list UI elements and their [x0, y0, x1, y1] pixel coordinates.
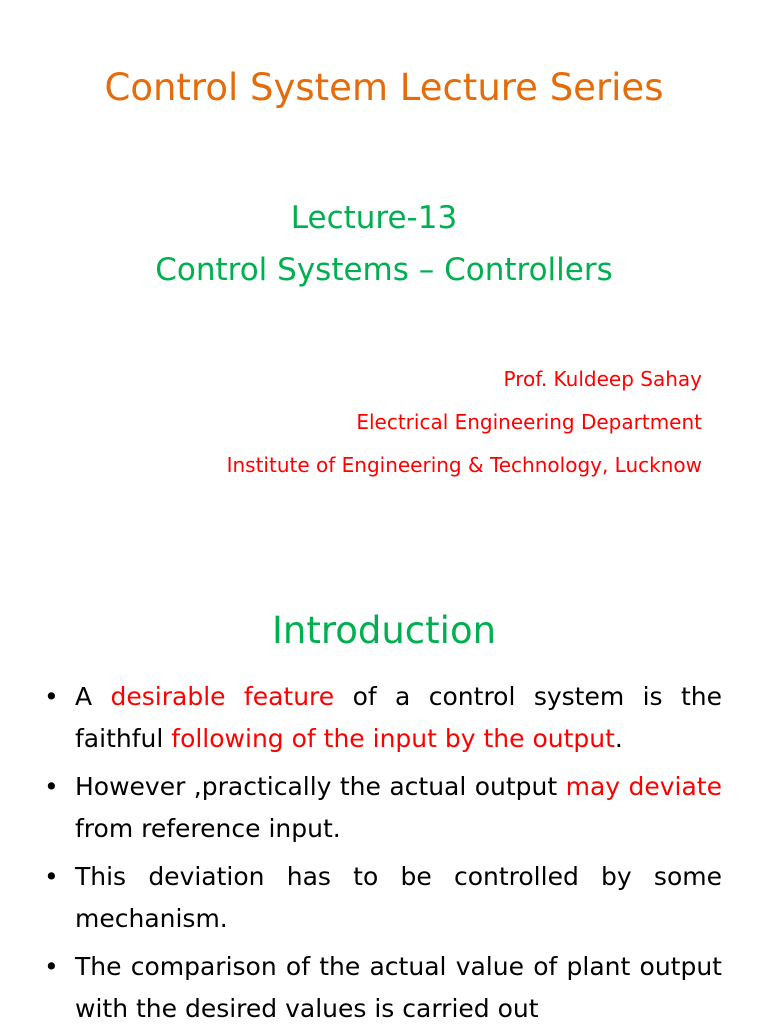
list-item — [44, 856, 722, 940]
bullet-text: from reference input. — [75, 814, 341, 843]
bullet-text: This deviation has to be controlled by some mechanism. — [75, 862, 722, 933]
series-title: Control System Lecture Series — [104, 66, 664, 109]
highlighted-text: may deviate — [565, 772, 722, 801]
bullet-icon: • — [44, 862, 59, 891]
bullet-text: A — [75, 682, 111, 711]
highlighted-text: desirable feature — [110, 682, 335, 711]
department-name: Electrical Engineering Department — [356, 410, 702, 434]
list-item — [44, 676, 722, 760]
bullet-icon: • — [44, 682, 59, 711]
lecture-topic: Control Systems – Controllers — [155, 252, 613, 288]
highlighted-text: following of the input by the output — [171, 724, 615, 753]
list-item — [44, 766, 722, 850]
bullet-icon: • — [44, 772, 59, 801]
bullet-text: of a control system is the faithful — [75, 682, 722, 753]
introduction-title: Introduction — [271, 609, 497, 652]
bullet-text: However ,practically the actual output — [75, 772, 566, 801]
bullet-text: . — [614, 724, 623, 753]
author-name: Prof. Kuldeep Sahay — [503, 367, 702, 391]
author-block — [227, 358, 702, 487]
lecture-number: Lecture-13 — [290, 200, 458, 236]
bullet-icon: • — [44, 952, 59, 981]
introduction-slide — [0, 572, 768, 1024]
bullet-text: The comparison of the actual value of plant output with the desired values is carried out — [75, 952, 722, 1023]
institute-name: Institute of Engineering & Technology, Lucknow — [226, 453, 702, 477]
bullet-list — [44, 676, 722, 1036]
list-item — [44, 946, 722, 1030]
